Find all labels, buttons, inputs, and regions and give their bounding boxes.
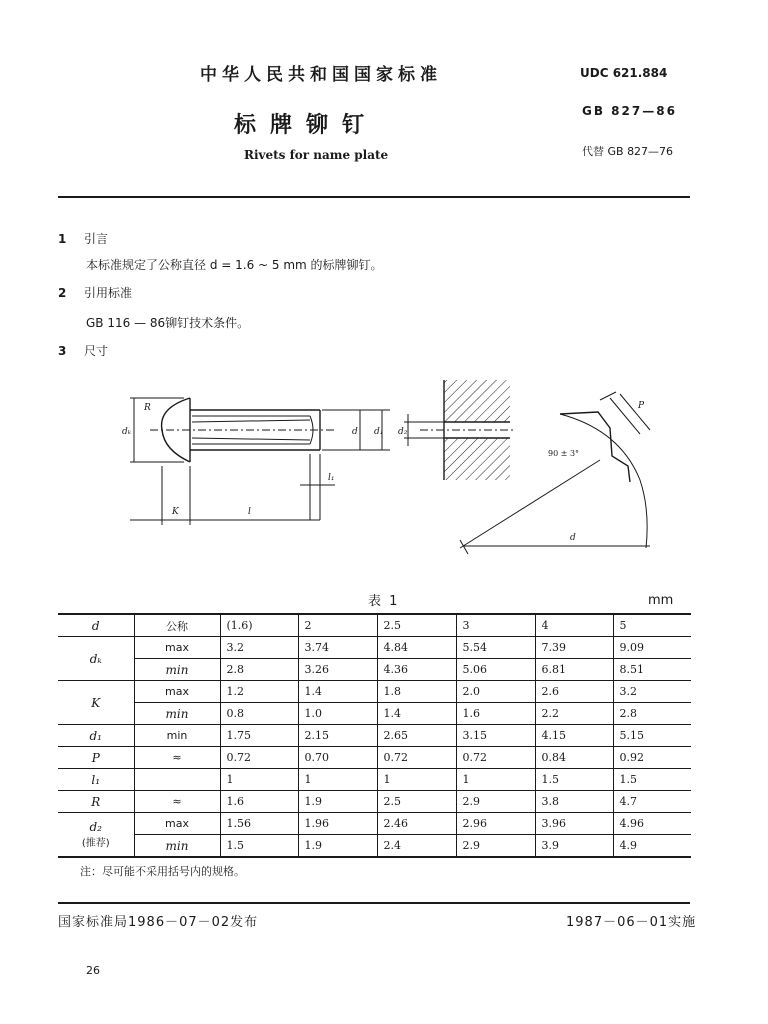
value-cell: 2.2 (535, 703, 613, 725)
section-title: 引用标准 (84, 286, 133, 300)
issued-date: 国家标准局1986－07－02发布 (58, 915, 259, 930)
value-cell: 0.84 (535, 747, 613, 769)
section-number: 3 (58, 344, 67, 358)
value-cell: 9.09 (613, 637, 691, 659)
value-cell: 2.5 (377, 614, 456, 637)
param-cell: d (58, 614, 134, 637)
table-row (58, 835, 691, 858)
table-row (58, 659, 691, 681)
label-d-bottom: d (570, 533, 576, 543)
value-cell: 2.8 (220, 659, 298, 681)
value-cell: 1.5 (535, 769, 613, 791)
value-cell: (1.6) (220, 614, 298, 637)
standard-name: 中华人民共和国国家标准 (200, 65, 442, 85)
section-2-text: GB 116 — 86铆钉技术条件。 (86, 316, 250, 330)
param-cell: d₁ (58, 725, 134, 747)
value-cell: 1.8 (377, 681, 456, 703)
value-cell: 4.9 (613, 835, 691, 858)
section-1-heading (58, 230, 108, 247)
value-cell: 0.72 (377, 747, 456, 769)
value-cell: 2.65 (377, 725, 456, 747)
value-cell: 1 (298, 769, 377, 791)
value-cell: 3.2 (220, 637, 298, 659)
param-cell: P (58, 747, 134, 769)
param-cell: K (58, 681, 134, 725)
label-d2: d₂ (398, 427, 408, 437)
value-cell: 3.2 (613, 681, 691, 703)
value-cell: 1.0 (298, 703, 377, 725)
footer-rule (58, 902, 690, 904)
document-title: 标牌铆钉 (234, 113, 379, 138)
param-symbol: d₂ (89, 820, 102, 834)
gb-number: GB 827—86 (582, 104, 677, 118)
value-cell: 7.39 (535, 637, 613, 659)
grade-cell: min (134, 703, 220, 725)
grade-cell: max (134, 813, 220, 835)
value-cell: 4.15 (535, 725, 613, 747)
document-title-english: Rivets for name plate (244, 148, 389, 162)
param-cell: R (58, 791, 134, 813)
section-1-text: 本标准规定了公称直径 d = 1.6 ~ 5 mm 的标牌铆钉。 (86, 258, 383, 272)
value-cell: 0.8 (220, 703, 298, 725)
page-number: 26 (86, 964, 100, 977)
section-title: 尺寸 (84, 344, 109, 358)
value-cell: 2.0 (456, 681, 535, 703)
param-cell: dₖ (58, 637, 134, 681)
table-unit: mm (648, 593, 674, 608)
value-cell: 4 (535, 614, 613, 637)
value-cell: 1 (456, 769, 535, 791)
value-cell: 5.54 (456, 637, 535, 659)
section-2-heading (58, 284, 132, 301)
section-number: 2 (58, 286, 67, 300)
value-cell: 2.46 (377, 813, 456, 835)
value-cell: 1.56 (220, 813, 298, 835)
grade-cell: min (134, 725, 220, 747)
label-l: l (248, 507, 251, 517)
replaces-standard: 代替 GB 827—76 (582, 145, 674, 158)
table-row (58, 637, 691, 659)
value-cell: 3.96 (535, 813, 613, 835)
value-cell: 1.5 (613, 769, 691, 791)
value-cell: 2.9 (456, 791, 535, 813)
param-note: (推荐) (81, 838, 110, 849)
value-cell: 1 (220, 769, 298, 791)
value-cell: 2.8 (613, 703, 691, 725)
value-cell: 1.96 (298, 813, 377, 835)
grade-cell: min (134, 659, 220, 681)
value-cell: 4.96 (613, 813, 691, 835)
rivet-side-view (130, 398, 390, 525)
rivet-drawing (120, 370, 660, 560)
value-cell: 2 (298, 614, 377, 637)
value-cell: 1.5 (220, 835, 298, 858)
table-note: 注：尽可能不采用括号内的规格。 (80, 865, 245, 878)
value-cell: 1.4 (377, 703, 456, 725)
value-cell: 1 (377, 769, 456, 791)
value-cell: 3.9 (535, 835, 613, 858)
value-cell: 1.2 (220, 681, 298, 703)
grade-cell: ≈ (134, 747, 220, 769)
effective-date: 1987－06－01实施 (566, 915, 697, 930)
value-cell: 1.6 (456, 703, 535, 725)
value-cell: 2.4 (377, 835, 456, 858)
table-row (58, 769, 691, 791)
value-cell: 4.36 (377, 659, 456, 681)
value-cell: 5.06 (456, 659, 535, 681)
value-cell: 0.72 (220, 747, 298, 769)
value-cell: 1.9 (298, 835, 377, 858)
section-number: 1 (58, 232, 67, 246)
value-cell: 4.84 (377, 637, 456, 659)
label-d1: d₁ (374, 427, 384, 437)
grade-cell: max (134, 681, 220, 703)
grade-cell: max (134, 637, 220, 659)
header-rule (58, 196, 690, 198)
label-P: P (638, 401, 645, 411)
dimensions-table (58, 613, 691, 858)
value-cell: 1.75 (220, 725, 298, 747)
table-row (58, 725, 691, 747)
section-title: 引言 (84, 232, 109, 246)
value-cell: 0.70 (298, 747, 377, 769)
value-cell: 2.15 (298, 725, 377, 747)
table-caption: 表 1 (368, 594, 400, 609)
label-d: d (352, 427, 358, 437)
table-row (58, 791, 691, 813)
value-cell: 1.9 (298, 791, 377, 813)
grade-cell: ≈ (134, 791, 220, 813)
label-K: K (172, 507, 179, 517)
grade-cell: min (134, 835, 220, 858)
value-cell: 2.5 (377, 791, 456, 813)
value-cell: 5.15 (613, 725, 691, 747)
label-angle: 90 ± 3° (548, 449, 580, 458)
value-cell: 3 (456, 614, 535, 637)
table-row (58, 747, 691, 769)
table-row (58, 614, 691, 637)
value-cell: 3.15 (456, 725, 535, 747)
param-cell-d2 (58, 813, 134, 858)
value-cell: 0.72 (456, 747, 535, 769)
value-cell: 4.7 (613, 791, 691, 813)
mounting-hole-section (404, 380, 515, 480)
value-cell: 3.26 (298, 659, 377, 681)
udc-code: UDC 621.884 (580, 66, 668, 80)
table-row (58, 813, 691, 835)
value-cell: 2.96 (456, 813, 535, 835)
table-row (58, 703, 691, 725)
value-cell: 0.92 (613, 747, 691, 769)
value-cell: 3.8 (535, 791, 613, 813)
grade-cell: 公称 (134, 614, 220, 637)
value-cell: 1.6 (220, 791, 298, 813)
label-dk: dₖ (122, 427, 132, 437)
value-cell: 1.4 (298, 681, 377, 703)
label-l1: l₁ (328, 473, 335, 483)
value-cell: 8.51 (613, 659, 691, 681)
value-cell: 2.9 (456, 835, 535, 858)
value-cell: 2.6 (535, 681, 613, 703)
grade-cell (134, 769, 220, 791)
value-cell: 3.74 (298, 637, 377, 659)
table-row (58, 681, 691, 703)
value-cell: 5 (613, 614, 691, 637)
param-cell: l₁ (58, 769, 134, 791)
section-3-heading (58, 342, 108, 359)
label-R: R (144, 403, 151, 413)
value-cell: 6.81 (535, 659, 613, 681)
